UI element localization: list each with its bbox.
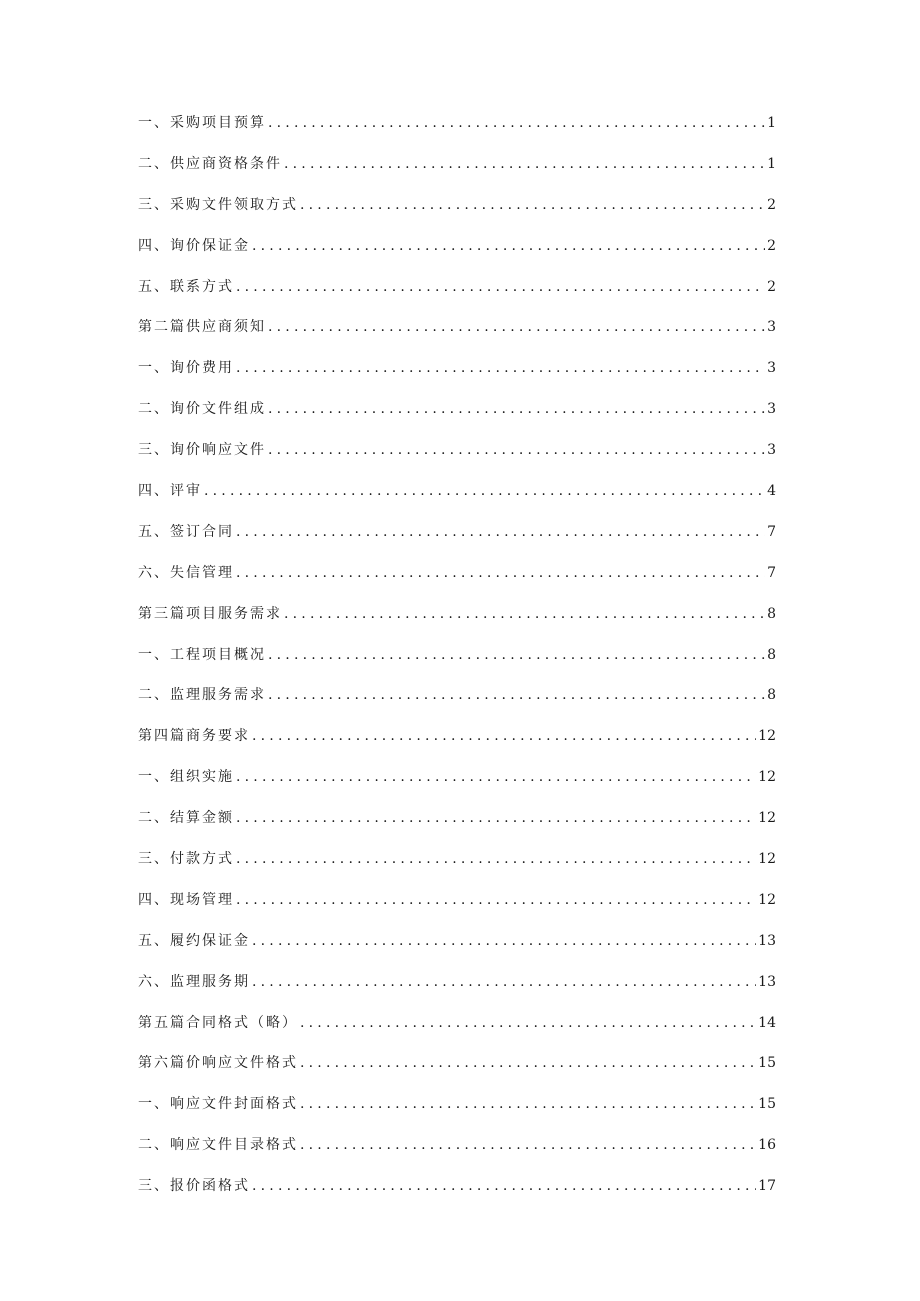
toc-entry[interactable] [138, 194, 776, 235]
toc-entry-page: 2 [767, 196, 776, 213]
toc-entry-title: 一、采购项目预算 [138, 115, 266, 131]
toc-dot-leader [300, 1137, 756, 1153]
toc-entry[interactable] [138, 235, 776, 276]
toc-dot-leader [236, 524, 765, 540]
toc-entry-title: 五、签订合同 [138, 523, 234, 540]
toc-entry-title: 二、询价文件组成 [138, 401, 266, 418]
toc-entry-page: 8 [767, 605, 776, 622]
toc-dot-leader [252, 974, 756, 990]
toc-entry[interactable] [138, 1175, 776, 1216]
toc-dot-leader [236, 565, 765, 581]
toc-dot-leader [284, 156, 765, 172]
toc-dot-leader [268, 687, 765, 703]
toc-dot-leader [268, 401, 765, 417]
toc-entry-page: 15 [758, 1055, 776, 1072]
toc-entry-title: 三、报价函格式 [138, 1178, 250, 1195]
toc-dot-leader [268, 319, 765, 335]
toc-entry-title: 二、监理服务需求 [138, 687, 266, 704]
toc-dot-leader [236, 360, 765, 376]
toc-entry-page: 3 [767, 319, 776, 336]
toc-entry-page: 8 [767, 646, 776, 663]
toc-entry[interactable] [138, 316, 776, 357]
toc-entry-page: 7 [767, 523, 776, 540]
toc-dot-leader [268, 647, 765, 663]
toc-entry-title: 二、供应商资格条件 [138, 155, 282, 172]
toc-dot-leader [252, 1178, 756, 1194]
toc-entry-page: 3 [767, 401, 776, 418]
toc-entry-title: 三、付款方式 [138, 851, 234, 868]
toc-entry-page: 3 [767, 360, 776, 377]
toc-entry[interactable] [138, 1093, 776, 1134]
toc-entry[interactable] [138, 1052, 776, 1093]
toc-entry-title: 二、响应文件目录格式 [138, 1137, 298, 1154]
toc-entry[interactable] [138, 562, 776, 603]
toc-entry[interactable] [138, 725, 776, 766]
toc-entry-page: 2 [767, 237, 776, 254]
toc-dot-leader [268, 442, 765, 458]
toc-entry[interactable] [138, 807, 776, 848]
toc-entry[interactable] [138, 848, 776, 889]
toc-entry-title: 一、响应文件封面格式 [138, 1096, 298, 1113]
toc-dot-leader [252, 933, 756, 949]
toc-entry-title: 三、采购文件领取方式 [138, 196, 298, 213]
toc-entry[interactable] [138, 971, 776, 1012]
toc-entry-title: 六、监理服务期 [138, 973, 250, 990]
toc-entry-title: 三、询价响应文件 [138, 442, 266, 459]
toc-entry[interactable] [138, 439, 776, 480]
toc-dot-leader [236, 810, 756, 826]
toc-dot-leader [252, 238, 765, 254]
toc-entry[interactable] [138, 766, 776, 807]
toc-entry[interactable] [138, 521, 776, 562]
toc-entry[interactable] [138, 480, 776, 521]
toc-entry-title: 四、评审 [138, 483, 202, 500]
toc-entry[interactable] [138, 1134, 776, 1175]
toc-entry-title: 五、履约保证金 [138, 932, 250, 949]
toc-entry-page: 4 [767, 483, 776, 500]
toc-entry-page: 12 [758, 851, 776, 868]
toc-entry-page: 8 [767, 687, 776, 704]
toc-entry-title: 六、失信管理 [138, 564, 234, 581]
toc-entry-page: 17 [758, 1178, 776, 1195]
toc-dot-leader [300, 1015, 756, 1031]
toc-dot-leader [300, 1055, 756, 1071]
toc-dot-leader [252, 728, 756, 744]
toc-entry[interactable] [138, 684, 776, 725]
toc-entry[interactable] [138, 398, 776, 439]
toc-entry-page: 12 [758, 728, 776, 745]
toc-entry[interactable] [138, 112, 776, 153]
toc-entry-title: 四、现场管理 [138, 891, 234, 908]
table-of-contents [138, 112, 776, 1216]
toc-dot-leader [284, 606, 765, 622]
toc-dot-leader [236, 851, 756, 867]
toc-entry-title: 第四篇商务要求 [138, 728, 250, 745]
toc-entry-page: 14 [758, 1014, 776, 1031]
toc-entry-title: 二、结算金额 [138, 810, 234, 827]
toc-entry-title: 第六篇价响应文件格式 [138, 1055, 298, 1072]
toc-dot-leader [204, 483, 765, 499]
toc-dot-leader [236, 892, 756, 908]
toc-entry-page: 12 [758, 891, 776, 908]
toc-entry-page: 12 [758, 769, 776, 786]
toc-dot-leader [236, 769, 756, 785]
toc-entry-title: 一、工程项目概况 [138, 646, 266, 663]
toc-entry-title: 第二篇供应商须知 [138, 319, 266, 336]
toc-entry-page: 16 [758, 1137, 776, 1154]
toc-entry[interactable] [138, 153, 776, 194]
toc-entry[interactable] [138, 889, 776, 930]
toc-dot-leader [300, 197, 765, 213]
toc-dot-leader [268, 115, 765, 131]
toc-entry-page: 7 [767, 564, 776, 581]
toc-entry-page: 13 [758, 932, 776, 949]
toc-entry[interactable] [138, 357, 776, 398]
toc-entry-page: 13 [758, 973, 776, 990]
toc-entry-page: 12 [758, 810, 776, 827]
toc-entry-page: 1 [767, 115, 776, 131]
toc-entry-title: 一、询价费用 [138, 360, 234, 377]
toc-entry-title: 第三篇项目服务需求 [138, 605, 282, 622]
toc-entry[interactable] [138, 930, 776, 971]
toc-dot-leader [300, 1096, 756, 1112]
toc-dot-leader [236, 279, 765, 295]
toc-entry-title: 五、联系方式 [138, 278, 234, 295]
toc-entry-page: 3 [767, 442, 776, 459]
toc-entry-page: 1 [767, 155, 776, 172]
toc-entry-title: 一、组织实施 [138, 769, 234, 786]
toc-entry-title: 第五篇合同格式（略） [138, 1014, 298, 1031]
toc-entry[interactable] [138, 276, 776, 317]
toc-entry[interactable] [138, 644, 776, 685]
toc-entry-page: 2 [767, 278, 776, 295]
toc-entry-title: 四、询价保证金 [138, 237, 250, 254]
toc-entry[interactable] [138, 603, 776, 644]
toc-entry[interactable] [138, 1012, 776, 1053]
toc-entry-page: 15 [758, 1096, 776, 1113]
